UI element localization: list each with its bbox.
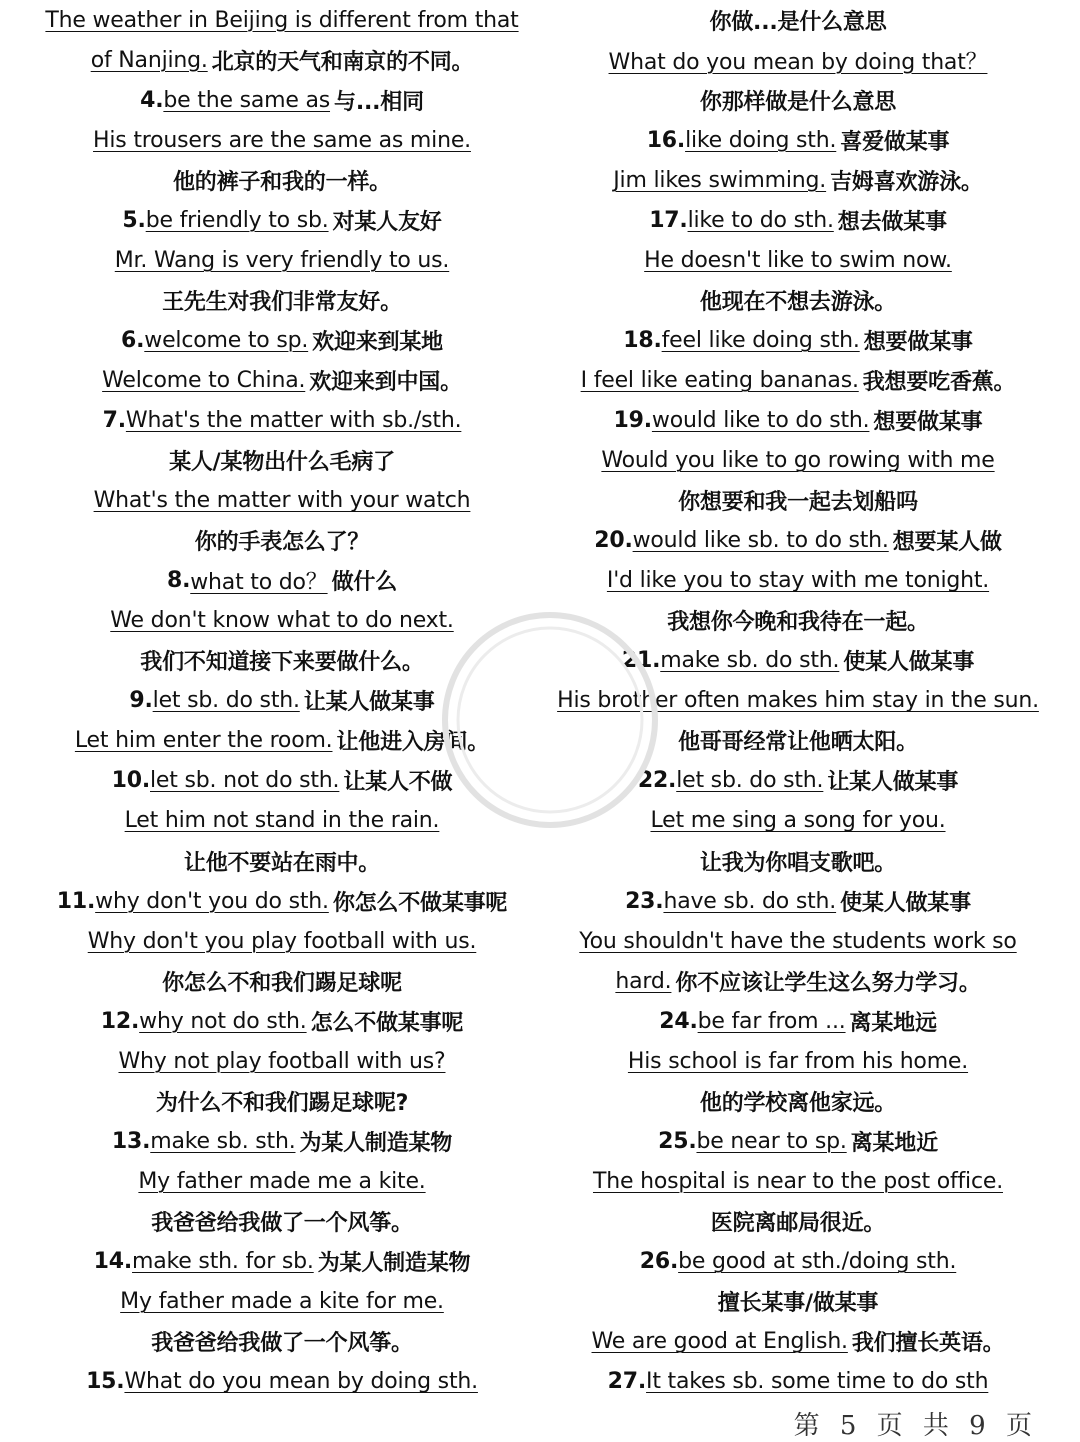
chinese-text: 喜爱做某事 (840, 129, 950, 155)
chinese-text: 离某地远 (849, 1010, 937, 1036)
chinese-text: 王先生对我们非常友好。 (162, 289, 402, 315)
text-line (528, 521, 1068, 561)
english-text: He doesn't like to swim now. (644, 247, 952, 273)
chinese-text: 想要做某事 (873, 409, 983, 435)
page-number: 第 5 页 共 9 页 (793, 1411, 1038, 1441)
chinese-text: 擅长某事/做某事 (717, 1291, 879, 1317)
chinese-text: 让某人做某事 (303, 690, 435, 716)
english-text: Why not play football with us? (118, 1048, 446, 1074)
text-line (528, 400, 1068, 440)
chinese-text: 想要某人做 (892, 530, 1002, 556)
item-number: 5. (122, 207, 146, 233)
text-line (528, 641, 1068, 681)
left-column (12, 0, 552, 1402)
english-text: We don't know what to do next. (110, 608, 454, 634)
text-line (12, 360, 552, 400)
english-text: be good at sth./doing sth. (678, 1248, 957, 1274)
text-line (12, 0, 552, 40)
text-line (528, 681, 1068, 721)
text-line (12, 320, 552, 360)
chinese-text: 我爸爸给我做了一个风筝。 (151, 1210, 413, 1236)
text-line (528, 1282, 1068, 1322)
english-text: Let him not stand in the rain. (124, 808, 440, 834)
chinese-text: 欢迎来到某地 (312, 329, 443, 355)
text-line (12, 80, 552, 120)
text-line (12, 721, 552, 761)
text-line (528, 881, 1068, 921)
english-text: like doing sth. (685, 127, 837, 153)
english-text: let sb. do sth. (676, 768, 824, 794)
chinese-text: 某人/某物出什么毛病了 (169, 450, 395, 476)
text-line (528, 561, 1068, 601)
item-number: 17. (649, 207, 688, 233)
chinese-text: 想要做某事 (863, 329, 973, 355)
chinese-text: 他的学校离他家远。 (699, 1090, 897, 1116)
chinese-text: 让某人做某事 (827, 770, 959, 796)
english-text: would like to do sth. (651, 407, 870, 433)
text-line (528, 761, 1068, 801)
chinese-text: 与...相同 (334, 89, 424, 115)
english-text: What do you mean by doing sth. (124, 1369, 478, 1395)
english-text: His school is far from his home. (627, 1048, 969, 1074)
chinese-text: 我想要吃香蕉。 (862, 369, 1016, 395)
chinese-text: 为某人制造某物 (299, 1130, 453, 1156)
chinese-text: 离某地近 (850, 1130, 938, 1156)
item-number: 18. (623, 327, 662, 353)
english-text: Why don't you play football with us. (87, 928, 477, 954)
chinese-text: 你做...是什么意思 (709, 9, 887, 35)
item-number: 16. (646, 127, 686, 153)
chinese-text: 让他不要站在雨中。 (183, 850, 381, 876)
text-line (12, 961, 552, 1001)
text-line (528, 1241, 1068, 1281)
english-text: hard. (615, 968, 672, 994)
chinese-text: 让某人不做 (343, 770, 453, 796)
item-number: 7. (102, 407, 126, 433)
english-text: The hospital is near to the post office. (592, 1168, 1003, 1194)
english-text: of Nanjing. (90, 47, 208, 73)
item-number: 4. (140, 87, 164, 113)
english-text: What's the matter with your watch (93, 488, 471, 514)
english-text: let sb. not do sth. (150, 768, 340, 794)
english-text: make sb. sth. (150, 1128, 296, 1154)
text-line (12, 441, 552, 481)
text-line (12, 921, 552, 961)
text-line (528, 841, 1068, 881)
text-line (12, 1322, 552, 1362)
chinese-text: 你想要和我一起去划船吗 (678, 490, 918, 516)
english-text: why don't you do sth. (95, 888, 329, 914)
chinese-text: 为某人制造某物 (317, 1250, 471, 1276)
english-text: be the same as (163, 87, 331, 113)
item-number: 21. (621, 648, 661, 674)
english-text: It takes sb. some time to do sth (646, 1369, 989, 1395)
chinese-text: 做什么 (331, 570, 397, 596)
text-line (12, 1282, 552, 1322)
text-line (528, 80, 1068, 120)
text-line (528, 601, 1068, 641)
english-text: why not do sth. (139, 1008, 307, 1034)
chinese-text: 我爸爸给我做了一个风筝。 (151, 1331, 413, 1357)
text-line (12, 1161, 552, 1201)
text-line (528, 801, 1068, 841)
english-text: My father made a kite for me. (120, 1289, 444, 1315)
english-text: Let me sing a song for you. (650, 808, 946, 834)
item-number: 20. (594, 528, 633, 554)
english-text: What do you mean by doing that？ (608, 49, 988, 75)
text-line (528, 1161, 1068, 1201)
text-line (12, 841, 552, 881)
chinese-text: 北京的天气和南京的不同。 (211, 49, 474, 75)
item-number: 26. (639, 1248, 679, 1274)
chinese-text: 为什么不和我们踢足球呢? (155, 1090, 409, 1116)
english-text: what to do？ (190, 570, 328, 596)
english-text: What's the matter with sb./sth. (125, 407, 462, 433)
text-line (12, 681, 552, 721)
english-text: Welcome to China. (102, 367, 306, 393)
item-number: 12. (100, 1008, 140, 1034)
english-text: be friendly to sb. (145, 207, 329, 233)
text-line (528, 0, 1068, 40)
text-line (12, 400, 552, 440)
item-number: 13. (111, 1128, 151, 1154)
chinese-text: 医院离邮局很近。 (710, 1210, 886, 1236)
right-column (528, 0, 1068, 1402)
text-line (12, 521, 552, 561)
english-text: make sb. do sth. (660, 648, 840, 674)
text-line (12, 40, 552, 80)
english-text: make sth. for sb. (132, 1248, 314, 1274)
text-line (528, 961, 1068, 1001)
item-number: 23. (625, 888, 664, 914)
chinese-text: 对某人友好 (332, 209, 442, 235)
english-text: feel like doing sth. (661, 327, 860, 353)
chinese-text: 你不应该让学生这么努力学习。 (675, 970, 981, 996)
text-line (12, 1001, 552, 1041)
chinese-text: 我们擅长英语。 (851, 1331, 1005, 1357)
item-number: 8. (166, 568, 191, 594)
text-line (528, 360, 1068, 400)
chinese-text: 他哥哥经常让他晒太阳。 (678, 730, 918, 756)
english-text: Jim likes swimming. (613, 167, 827, 193)
item-number: 19. (613, 407, 652, 433)
english-text: Mr. Wang is very friendly to us. (114, 247, 450, 273)
text-line (528, 240, 1068, 280)
english-text: I feel like eating bananas. (580, 367, 859, 393)
item-number: 25. (658, 1128, 697, 1154)
chinese-text: 你怎么不和我们踢足球呢 (162, 970, 402, 996)
english-text: His trousers are the same as mine. (93, 127, 471, 153)
text-line (528, 120, 1068, 160)
text-line (12, 280, 552, 320)
item-number: 27. (607, 1369, 647, 1395)
chinese-text: 让我为你唱支歌吧。 (699, 850, 897, 876)
text-line (528, 1322, 1068, 1362)
text-line (12, 1081, 552, 1121)
text-line (12, 1121, 552, 1161)
text-line (528, 160, 1068, 200)
text-line (12, 240, 552, 280)
item-number: 11. (56, 888, 96, 914)
item-number: 15. (86, 1369, 125, 1395)
english-text: let sb. do sth. (152, 688, 300, 714)
english-text: welcome to sp. (144, 327, 309, 353)
text-line (528, 1121, 1068, 1161)
text-line (528, 481, 1068, 521)
text-line (12, 881, 552, 921)
text-line (528, 320, 1068, 360)
text-line (12, 481, 552, 521)
text-line (12, 1041, 552, 1081)
text-line (12, 641, 552, 681)
chinese-text: 使某人做某事 (843, 650, 975, 676)
english-text: Let him enter the room. (74, 728, 333, 754)
text-line (12, 1241, 552, 1281)
text-line (528, 1001, 1068, 1041)
text-line (12, 1362, 552, 1402)
english-text: be near to sp. (696, 1128, 847, 1154)
text-line (528, 921, 1068, 961)
chinese-text: 怎么不做某事呢 (310, 1010, 464, 1036)
item-number: 6. (121, 327, 145, 353)
english-text: The weather in Beijing is different from that (45, 7, 519, 33)
text-line (12, 1201, 552, 1241)
item-number: 24. (659, 1008, 698, 1034)
item-number: 22. (637, 768, 677, 794)
item-number: 10. (111, 768, 150, 794)
chinese-text: 他的裤子和我的一样。 (172, 169, 391, 195)
text-line (528, 1362, 1068, 1402)
text-line (12, 801, 552, 841)
english-text: like to do sth. (687, 207, 834, 233)
english-text: We are good at English. (591, 1329, 848, 1355)
text-line (12, 120, 552, 160)
text-line (528, 441, 1068, 481)
text-line (528, 280, 1068, 320)
text-line (12, 200, 552, 240)
chinese-text: 欢迎来到中国。 (309, 369, 462, 395)
english-text: You shouldn't have the students work so (579, 928, 1017, 954)
english-text: have sb. do sth. (663, 888, 837, 914)
english-text: would like sb. to do sth. (632, 528, 889, 554)
english-text: His brother often makes him stay in the sun. (557, 688, 1039, 714)
text-line (12, 160, 552, 200)
english-text: I'd like you to stay with me tonight. (606, 568, 990, 594)
english-text: Would you like to go rowing with me (601, 448, 995, 474)
text-line (528, 721, 1068, 761)
chinese-text: 使某人做某事 (840, 890, 971, 916)
text-line (528, 1041, 1068, 1081)
text-line (12, 601, 552, 641)
text-line (528, 1201, 1068, 1241)
chinese-text: 你的手表怎么了？ (194, 530, 370, 556)
item-number: 14. (93, 1248, 133, 1274)
chinese-text: 吉姆喜欢游泳。 (830, 169, 983, 195)
text-line (12, 761, 552, 801)
chinese-text: 让他进入房间。 (336, 730, 490, 756)
chinese-text: 想去做某事 (837, 209, 947, 235)
text-line (528, 40, 1068, 80)
chinese-text: 他现在不想去游泳。 (699, 289, 897, 315)
chinese-text: 我们不知道接下来要做什么。 (140, 650, 424, 676)
chinese-text: 我想你今晚和我待在一起。 (667, 610, 929, 636)
english-text: My father made me a kite. (138, 1168, 426, 1194)
item-number: 9. (129, 688, 153, 714)
text-line (528, 1081, 1068, 1121)
chinese-text: 你怎么不做某事呢 (332, 890, 508, 916)
text-line (528, 200, 1068, 240)
english-text: be far from ... (697, 1008, 846, 1034)
text-line (12, 561, 552, 601)
chinese-text: 你那样做是什么意思 (699, 89, 897, 115)
